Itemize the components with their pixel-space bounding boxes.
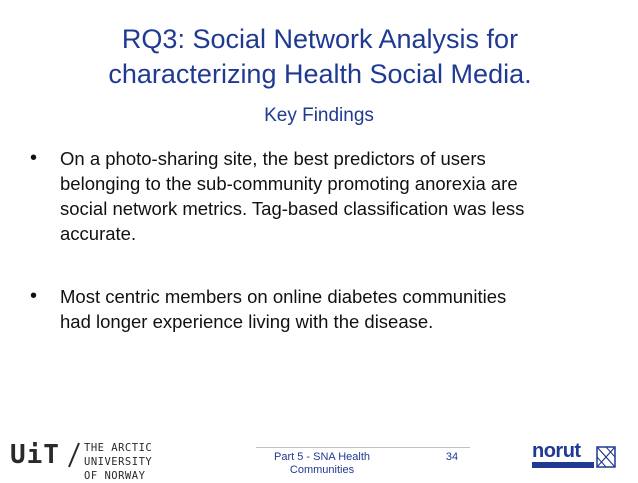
uit-logo-name-line-1: THE ARCTIC UNIVERSITY — [84, 442, 153, 468]
uit-logo-mark: UiT — [10, 440, 60, 470]
bullet-line: belonging to the sub-community promoting anorexia are — [60, 173, 518, 194]
uit-logo-name-line-2: OF NORWAY — [84, 470, 146, 482]
norut-logo — [532, 440, 616, 472]
bullet-marker: • — [30, 285, 38, 307]
bullet-list — [26, 146, 606, 334]
slide-title-line-1: RQ3: Social Network Analysis for — [121, 24, 519, 54]
bullet-item — [26, 284, 606, 334]
footer-text — [270, 451, 374, 477]
page-number: 34 — [445, 451, 459, 463]
footer-text-line-2: Communities — [289, 464, 355, 476]
norut-logo-word: norut — [532, 440, 581, 462]
bullet-line: had longer experience living with the disease. — [60, 311, 434, 332]
bullet-marker: • — [30, 147, 38, 169]
norut-logo-bar — [532, 462, 594, 468]
footer-text-line-1: Part 5 - SNA Health — [274, 451, 370, 463]
slide-title — [40, 22, 600, 92]
uit-logo-name — [84, 441, 204, 483]
bullet-line: On a photo-sharing site, the best predictors of users — [60, 148, 486, 169]
uit-logo-slash-icon — [67, 442, 81, 468]
slide-subtitle: Key Findings — [264, 105, 374, 126]
bullet-item — [26, 146, 606, 246]
slide-title-line-2: characterizing Health Social Media. — [108, 59, 532, 89]
norut-emblem-icon — [596, 446, 616, 468]
bullet-line: Most centric members on online diabetes communities — [60, 286, 507, 307]
footer-divider — [256, 447, 470, 448]
bullet-line: social network metrics. Tag-based classification was less — [60, 198, 525, 219]
bullet-line: accurate. — [60, 223, 137, 244]
